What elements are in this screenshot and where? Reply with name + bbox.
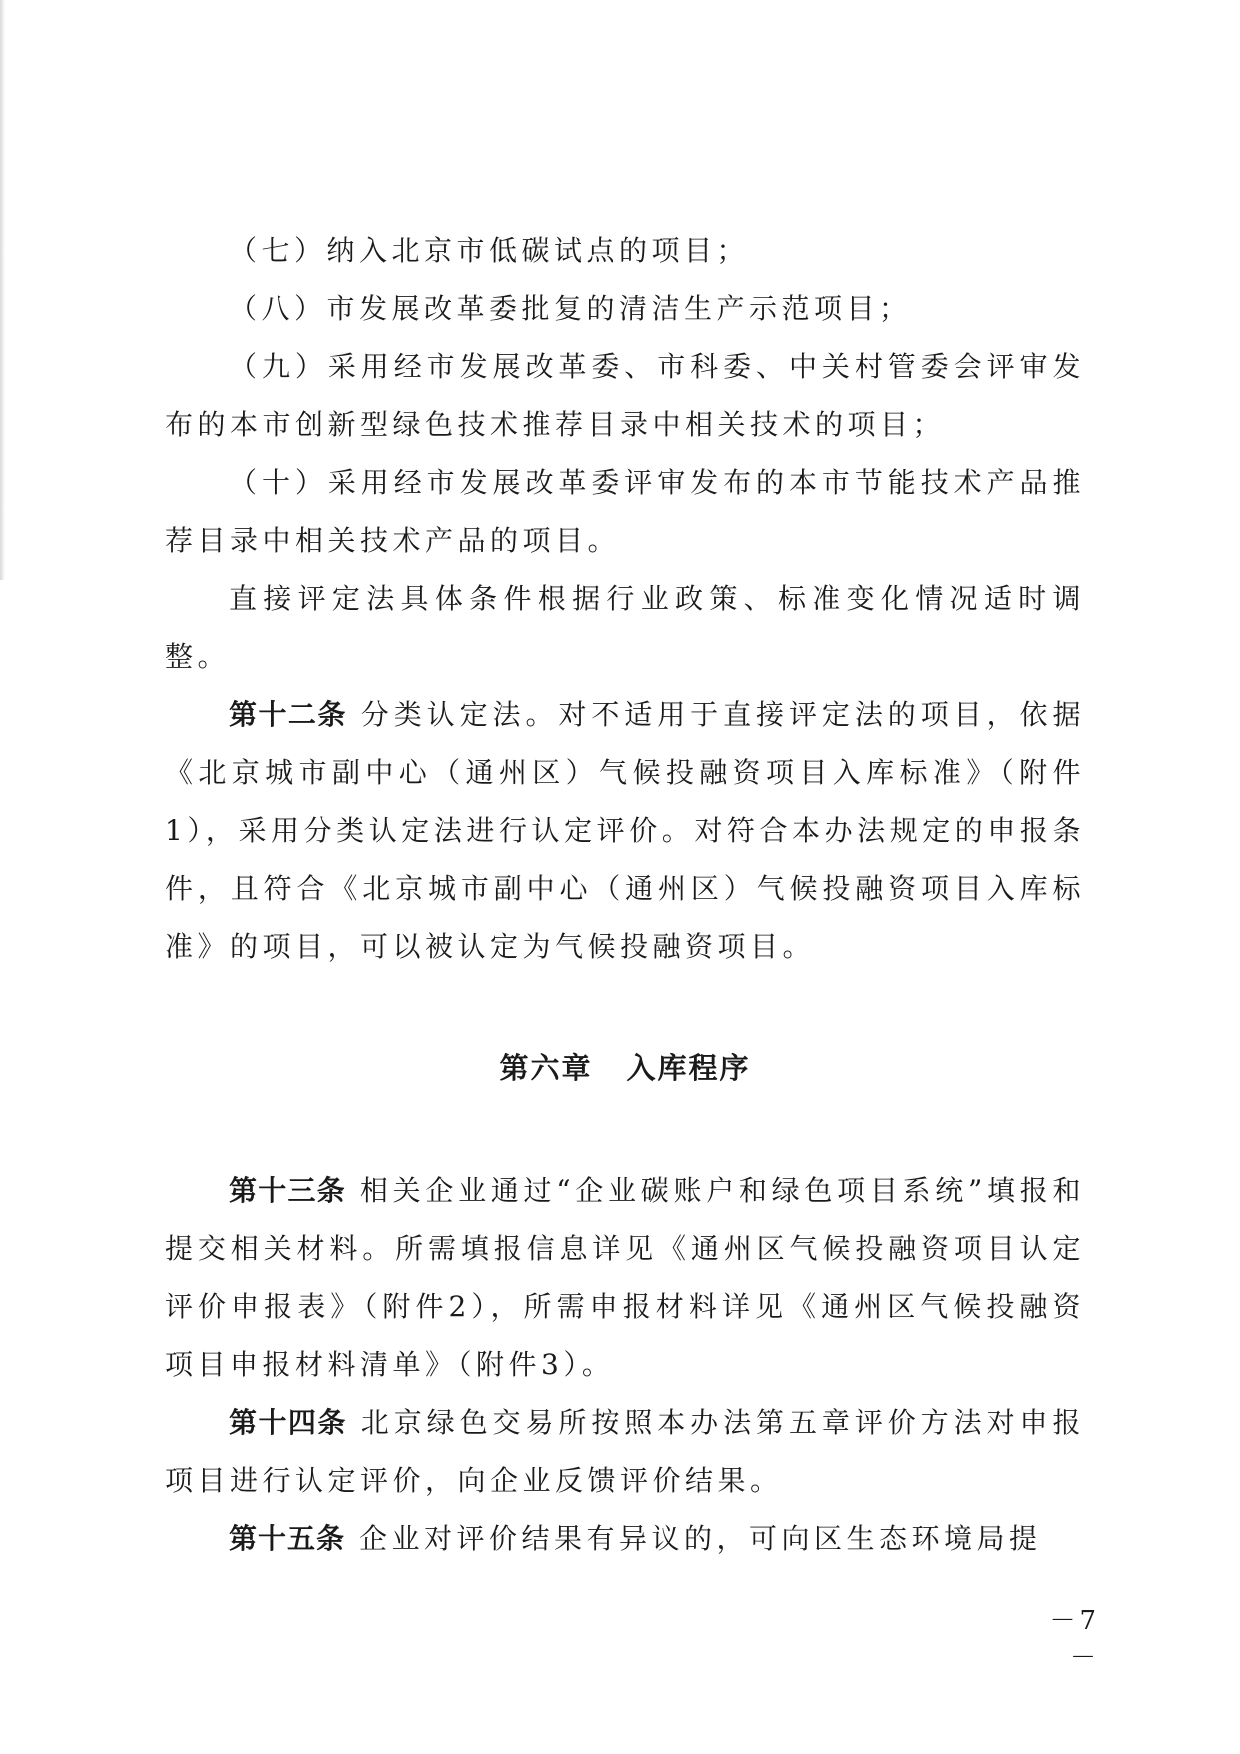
chapter-heading: [165, 1048, 1085, 1088]
page-number: －7－: [1049, 1606, 1100, 1673]
clause-10: （十）采用经市发展改革委评审发布的本市节能技术产品推荐目录中相关技术产品的项目。: [165, 466, 1085, 557]
chapter-number: 第六章: [499, 1051, 593, 1085]
article-12-number: 第十二条: [229, 698, 347, 731]
clause-8: （八）市发展改革委批复的清洁生产示范项目；: [229, 292, 912, 325]
clause-9: （九）采用经市发展改革委、市科委、中关村管委会评审发布的本市创新型绿色技术推荐目录中相关技术的项目；: [165, 350, 1085, 441]
article-12-text: 分类认定法。对不适用于直接评定法的项目，依据《北京城市副中心（通州区）气候投融资项目入库标准》（附件1），采用分类认定法进行认定评价。对符合本办法规定的申报条件，且符合《北京城市副中心（通州区）气候投融资项目入库标准》的项目，可以被认定为气候投融资项目。: [165, 698, 1085, 963]
clause-7: （七）纳入北京市低碳试点的项目；: [229, 234, 750, 267]
scan-edge-shadow: [0, 0, 5, 580]
article-15: [165, 1510, 1085, 1568]
article-14-text: 北京绿色交易所按照本办法第五章评价方法对申报项目进行认定评价，向企业反馈评价结果。: [165, 1406, 1085, 1497]
article-13: [165, 1162, 1085, 1394]
article-12: [165, 686, 1085, 976]
article-15-number: 第十五条: [229, 1522, 346, 1555]
chapter-title: 入库程序: [626, 1051, 751, 1085]
article-13-number: 第十三条: [229, 1174, 346, 1207]
article-14-number: 第十四条: [229, 1406, 347, 1439]
article-14: [165, 1394, 1085, 1510]
article-13-text: 相关企业通过“企业碳账户和绿色项目系统”填报和提交相关材料。所需填报信息详见《通州区气候投融资项目认定评价申报表》（附件2），所需申报材料详见《通州区气候投融资项目申报材料清单》（附件3）。: [165, 1174, 1085, 1381]
article-15-text: 企业对评价结果有异议的，可向区生态环境局提: [359, 1522, 1042, 1555]
adjustment-note: 直接评定法具体条件根据行业政策、标准变化情况适时调整。: [165, 582, 1085, 673]
document-body: [165, 222, 1085, 1568]
